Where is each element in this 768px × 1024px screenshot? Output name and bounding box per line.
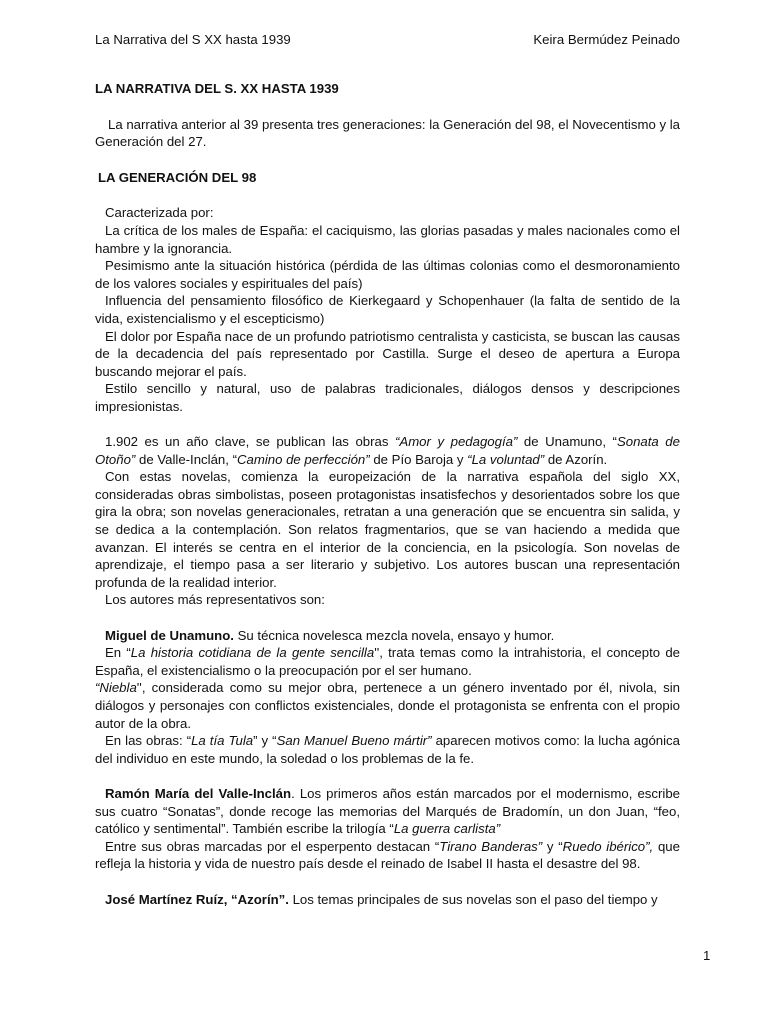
document-body (95, 80, 680, 908)
text-run: '', trata temas como la intrahistoria, el concepto de España, el existencialismo o la preocupación por el ser humano. (95, 645, 681, 678)
text-run: , pertenece a un género inventado por él, nivola, sin diálogos y personajes con conflictos existenciales, donde el protagonista se enfrenta con el propio autor de la obra. (95, 680, 680, 731)
header-title: La Narrativa del S XX hasta 1939 (95, 32, 291, 47)
work-title: Ruedo ibérico”, (562, 838, 654, 854)
azorin-paragraph (95, 891, 680, 909)
text-run: 1.902 es un año clave, se publican las obras (105, 434, 395, 450)
page-number: 1 (703, 948, 711, 963)
characteristic-item: Influencia del pensamiento filosófico de Kierkegaard y Schopenhauer (la falta de sentido de la vida, existencialismo y el escepticismo) (95, 293, 680, 326)
characteristic-item: El dolor por España nace de un profundo patriotismo centralista y casticista, se buscan las causas de la decadencia del país representado por Castilla. Surge el deseo de apertura a Europa buscando mejorar el país. (95, 328, 680, 379)
novels-paragraph: Con estas novelas, comienza la europeización de la narrativa española del siglo XX, consideradas obras simbolistas, poseen protagonistas insatisfechos y desorientados sobre los que gira la obra; son novelas generacionales, retratan a una generación que se encuentra sin salida, y se dedica a la contemplación. Son relatos fragmentarios, que se van haciendo a medida que avanzan. El interés se centra en el interior de la conciencia, en la psicología. Son novelas de aprendizaje, el tiempo pasa a ser literario y subjetivo. Los autores buscan una representación profunda de la realidad interior. (95, 469, 680, 590)
paragraph-1902 (95, 433, 680, 468)
document-title: LA NARRATIVA DEL S. XX HASTA 1939 (95, 81, 339, 96)
author-name: José Martínez Ruíz, “Azorín”. (105, 891, 289, 907)
unamuno-obras (95, 732, 680, 767)
text-run: aparecen motivos como: la lucha agónica del individuo en este mundo, la soledad o los problemas de la fe. (95, 733, 680, 766)
work-title: Tirano Banderas” (439, 838, 543, 854)
text-run: y “ (542, 838, 563, 854)
valle-paragraph (95, 785, 680, 838)
text-run: Los temas principales de sus novelas son el paso del tiempo y (288, 891, 658, 907)
unamuno-historia (95, 644, 680, 679)
page-header (95, 32, 680, 50)
text-run: de Azorín. (544, 451, 608, 467)
text-run: '', considerada como su mejor obra (136, 680, 354, 696)
work-title: Sonata de Otoño” (95, 434, 680, 467)
text-run: de Pío Baroja y (369, 451, 468, 467)
text-run: ” y “ (253, 733, 277, 749)
text-run: . Los primeros años están marcados por el modernismo, escribe sus cuatro “Sonatas”, donde recoge las memorias del Marqués de Bradomín, un don Juan, “feo, católico y sentimental”. También escribe la trilogía “ (95, 785, 680, 837)
valle-esperpento (95, 838, 680, 873)
work-title: La tía Tula (191, 733, 254, 749)
work-title: “Amor y pedagogía” (395, 434, 518, 450)
intro-paragraph: La narrativa anterior al 39 presenta tres generaciones: la Generación del 98, el Novecentismo y la Generación del 27. (95, 116, 680, 150)
unamuno-paragraph (95, 627, 680, 645)
characteristics-heading: Caracterizada por: (105, 205, 214, 221)
section-heading: LA GENERACIÓN DEL 98 (98, 169, 257, 185)
text-run: de Valle-Inclán, “ (135, 451, 237, 467)
author-name: Miguel de Unamuno. (105, 627, 234, 643)
text-run: Su técnica novelesca mezcla novela, ensayo y humor. (233, 627, 555, 643)
unamuno-niebla (95, 679, 680, 732)
work-title: “La voluntad” (467, 451, 545, 467)
characteristic-item: La crítica de los males de España: el caciquismo, las glorias pasadas y males nacionales como el hambre y la ignorancia. (95, 222, 680, 256)
authors-intro: Los autores más representativos son: (105, 592, 325, 608)
work-title: Camino de perfección” (236, 451, 370, 467)
text-run: En las obras: “ (105, 733, 192, 749)
header-author: Keira Bermúdez Peinado (533, 32, 680, 47)
characteristic-item: Estilo sencillo y natural, uso de palabras tradicionales, diálogos densos y descripciones impresionistas. (95, 381, 680, 414)
work-title: La historia cotidiana de la gente sencilla (130, 645, 375, 661)
work-title: San Manuel Bueno mártir” (276, 733, 432, 749)
text-run: que refleja la historia y vida de nuestro país desde el reinado de Isabel II hasta el desastre del 98. (95, 838, 680, 872)
work-title: “Niebla (95, 680, 137, 696)
author-name: Ramón María del Valle-Inclán (105, 785, 292, 801)
text-run: de Unamuno, “ (517, 434, 617, 450)
text-run: Entre sus obras marcadas por el esperpento destacan “ (105, 838, 440, 854)
text-run: En “ (105, 645, 131, 661)
characteristic-item: Pesimismo ante la situación histórica (pérdida de las últimas colonias como el desmoronamiento de los valores sociales y espirituales del país) (95, 258, 680, 291)
work-title: La guerra carlista” (393, 821, 501, 837)
